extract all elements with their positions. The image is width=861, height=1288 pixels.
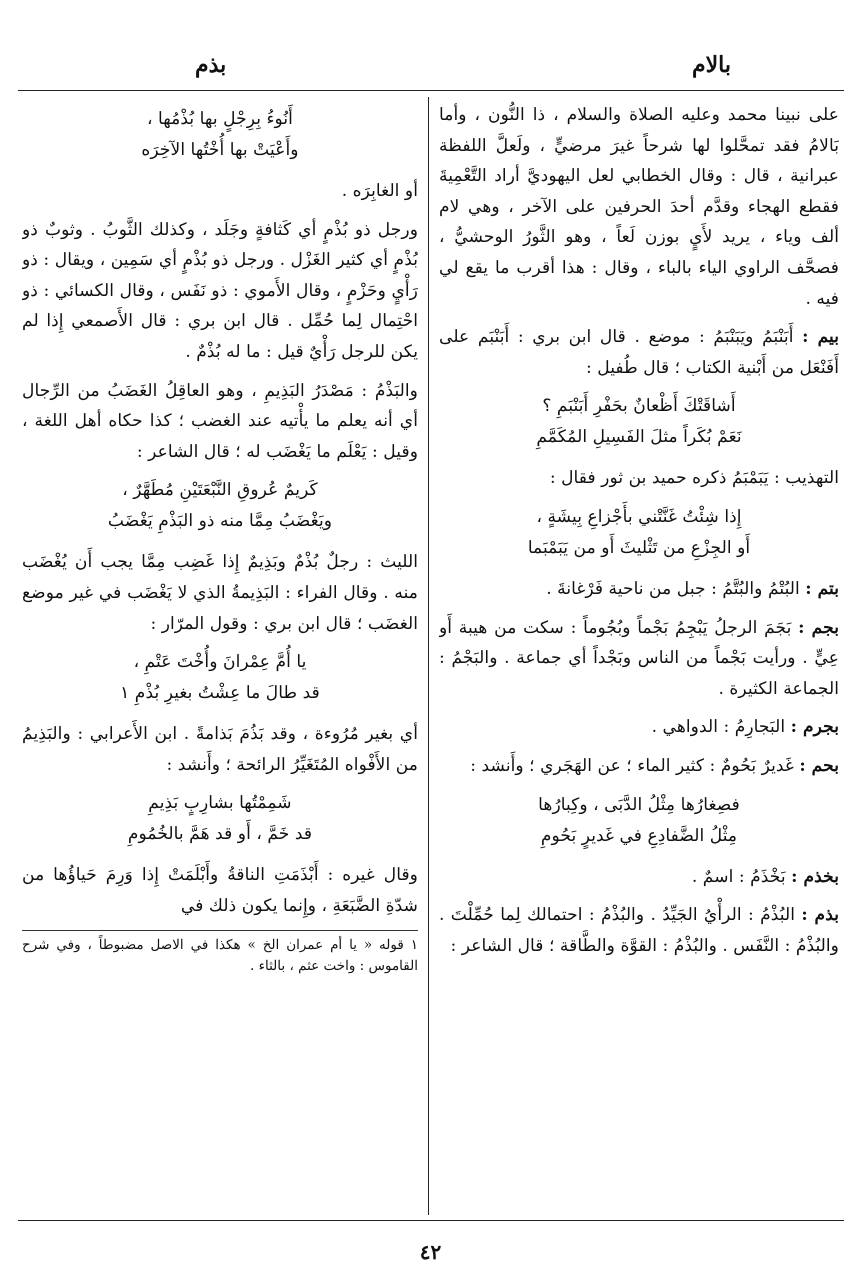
footnote-rule bbox=[22, 930, 418, 931]
verse-line: كَريمٌ عُروقِ النَّبْعَتَيْنِ مُطَهَّرٌ ، bbox=[122, 480, 318, 501]
column-divider bbox=[428, 97, 429, 1215]
entry-text: البُتْمُ والبُتَّمُ : جبل من ناحية فَرْغانةَ . bbox=[546, 578, 800, 599]
verse-line: قد طالَ ما عِشْتُ بغيرِ بُذْمِ ١ bbox=[120, 683, 320, 704]
verse-line: أَنُوءُ بِرِجْلٍ بها بُذْمُها ، bbox=[147, 109, 293, 129]
entry-text: البُذْمُ : الرأْيُ الجَيِّدُ . والبُذْمُ : احتمالك لِما حُمِّلْتَ . والبُذْمُ : النَّفَس . والبُذْمُ : القوَّة والطَّاقة ؛ قال الشاعر : bbox=[439, 905, 839, 956]
entry-bjm bbox=[439, 613, 839, 705]
verse-line: ويَغْضَبُ مِمَّا منه ذو البَذْمِ يَغْضَبُ bbox=[107, 511, 333, 532]
verse-block bbox=[22, 104, 418, 166]
entry-btm bbox=[439, 574, 839, 605]
entry-bym bbox=[439, 322, 839, 383]
verse-block bbox=[439, 502, 839, 564]
entry-text: الليث : رجلٌ بُذْمٌ وبَذِيمٌ إِذا غَضِب مِمَّا يجب أَن يُغْضَب منه . وقال الفراء : البَذِيمةُ الذي لا يَغْضَب في غير موضع الغضَب ؛ قال ابن بري : وقول المرّار : bbox=[22, 552, 418, 634]
right-column bbox=[439, 100, 839, 1212]
entry-text: بَجَمَ الرجلُ يَبْجِمُ بَجْماً وبُجُوماً : سكت من هيبة أَو عِيٍّ . ورأيت بَجْماً من الناس وبَجْداً أي جماعة . والبَجْمُ : الجماعة الكثيرة . bbox=[439, 617, 839, 699]
left-column bbox=[22, 100, 418, 1212]
entry-bdhm bbox=[439, 900, 839, 961]
verse-block bbox=[22, 788, 418, 850]
entry-text: البَجارِمُ : الدواهي . bbox=[651, 717, 786, 738]
entry-bjrm bbox=[439, 712, 839, 743]
verse-block bbox=[439, 391, 839, 453]
header-last-headword: بذم bbox=[195, 52, 227, 78]
footnote: ١ قوله « يا أم عمران الخ » هكذا في الاصل مضبوطاً ، وفي شرح القاموس : واخت عثم ، بالثاء . bbox=[22, 936, 418, 974]
verse-line: مِثْلُ الضَّفادِعِ في غَديرٍ بَحُومِ bbox=[540, 825, 738, 846]
entry-text: بَخْذَمُ : اسمٌ . bbox=[691, 866, 786, 887]
verse-block bbox=[22, 475, 418, 537]
entry-text: ورجل ذو بُذْمٍ أي كَثافةٍ وجَلَد ، وكذلك الثَّوبُ . وثوبٌ ذو بُذْمٍ أي كثير الغَزْل . ورجل ذو بُذْمٍ أي سَمِين ، ويقال : ذو رَأْيٍ وحَزْمٍ ، وقال الأَموي : ذو نَفَس ، وقال الكسائي : ذو احْتِمال لِما حُمِّل . قال ابن بري : قال الأَصمعي إِذا لم يكن للرجل رَأْيٌ قيل : ما له بُذْمٌ . bbox=[22, 219, 418, 362]
entry-text-tahdhib: التهذيب : يَبَمْبَمُ ذكره حميد بن ثور فقال : bbox=[549, 468, 839, 489]
entry-bhm bbox=[439, 751, 839, 782]
entry-text: أو الغابِرَه . bbox=[341, 181, 418, 201]
entry-headword: بخذم : bbox=[791, 866, 839, 887]
entry-bkhdhm bbox=[439, 862, 839, 893]
verse-line: أَو الجِزْعِ من تَثْليثَ أَو من يَبَمْبَما bbox=[527, 537, 751, 558]
header-rule bbox=[18, 90, 844, 91]
entry-text: أَبَنْبَمُ ويَبَنْبَمُ : موضع . قال ابن بري : أَبَنْبَم على أَفَنْعَل من أَبْنية الكتاب ؛ قال طُفيل : bbox=[439, 327, 839, 378]
verse-line: أَشاقَتْكَ أَظْعانٌ بحَفْرِ أَبَنْبَمِ ؟ bbox=[542, 396, 736, 417]
entry-continuation: على نبينا محمد وعليه الصلاة والسلام ، ذا النُّون ، وأما بَالامُ فقد تمحَّلوا لها شرحاً غيرَ مرضيٍّ ، ولَعلَّ اللفظة عبرانية ، قال : وقال الخطابي لعل اليهوديَّ أراد التَّعْمِيةَ فقطع الهجاء وقدَّم أحدَ الحرفين على الآخر ، وهي لام ألف وياء ، يريد لأَيٍ بوزن لَعاً ، وهو الثَّورُ الوحشيُّ ، فصحَّف الراوي الياء بالباء ، وقال : هذا أقرب ما يقع لي فيه . bbox=[439, 105, 839, 309]
verse-block bbox=[22, 647, 418, 709]
verse-line: نَعَمْ بُكَراً مثلَ الفَسِيلِ المُكَمَّمِ bbox=[536, 427, 742, 448]
verse-line: وأَعْيَتْ بها أُخْتُها الآخِرَه bbox=[141, 140, 299, 160]
page-number: ٤٢ bbox=[419, 1240, 442, 1264]
verse-line: إِذا شِئْتُ غَنَّتْني بأَجْزاعِ بِيشَةٍ ، bbox=[536, 506, 742, 527]
entry-headword: بجرم : bbox=[790, 717, 839, 738]
header-first-headword: بالام bbox=[692, 52, 731, 78]
entry-text: غَديرٌ بَحُومٌ : كثير الماء ؛ عن الهَجَري ؛ وأَنشد : bbox=[470, 755, 794, 776]
verse-line: يا أُمَّ عِمْرانَ وأُخْتَ عَتْمِ ، bbox=[133, 652, 307, 673]
verse-line: قد خَمَّ ، أَو قد هَمَّ بالخُمُومِ bbox=[127, 824, 313, 845]
footer-rule bbox=[18, 1220, 844, 1221]
entry-headword: بذم : bbox=[801, 905, 839, 926]
entry-text: وقال غيره : أَبْذَمَتِ الناقةُ وأَبْلَمَتْ إِذا وَرِمَ حَياؤُها من شدّةِ الضَّبَعَةِ ، وإِنما يكون ذلك في bbox=[22, 865, 418, 916]
entry-headword: بيم : bbox=[802, 327, 839, 348]
entry-text: والبَذْمُ : مَصْدَرُ البَذِيمِ ، وهو العاقِلُ الغَضَبُ من الرِّجال أي أنه يعلم ما يأْتيه عند الغضب ؛ كذا حكاه أهل اللغة ، وقيل : يَعْلَم ما يَغْضَب له ؛ قال الشاعر : bbox=[22, 380, 418, 462]
verse-line: فصِغارُها مِثْلُ الدَّبَى ، وكِبارُها bbox=[538, 794, 740, 815]
page-header bbox=[0, 52, 861, 92]
entry-headword: بحم : bbox=[799, 755, 839, 776]
entry-headword: بتم : bbox=[805, 578, 839, 599]
verse-line: شَمِمْتُها بشارِبٍ بَذِيمِ bbox=[148, 793, 292, 814]
verse-block bbox=[439, 790, 839, 852]
entry-text: أي بغير مُرُوءة ، وقد بَذُمَ بَذامةً . ابن الأَعرابي : والبَذِيمُ من الأَفْواه المُتَغَيِّرُ الرائحة ؛ وأَنشد : bbox=[22, 724, 418, 775]
entry-headword: بجم : bbox=[798, 617, 839, 638]
